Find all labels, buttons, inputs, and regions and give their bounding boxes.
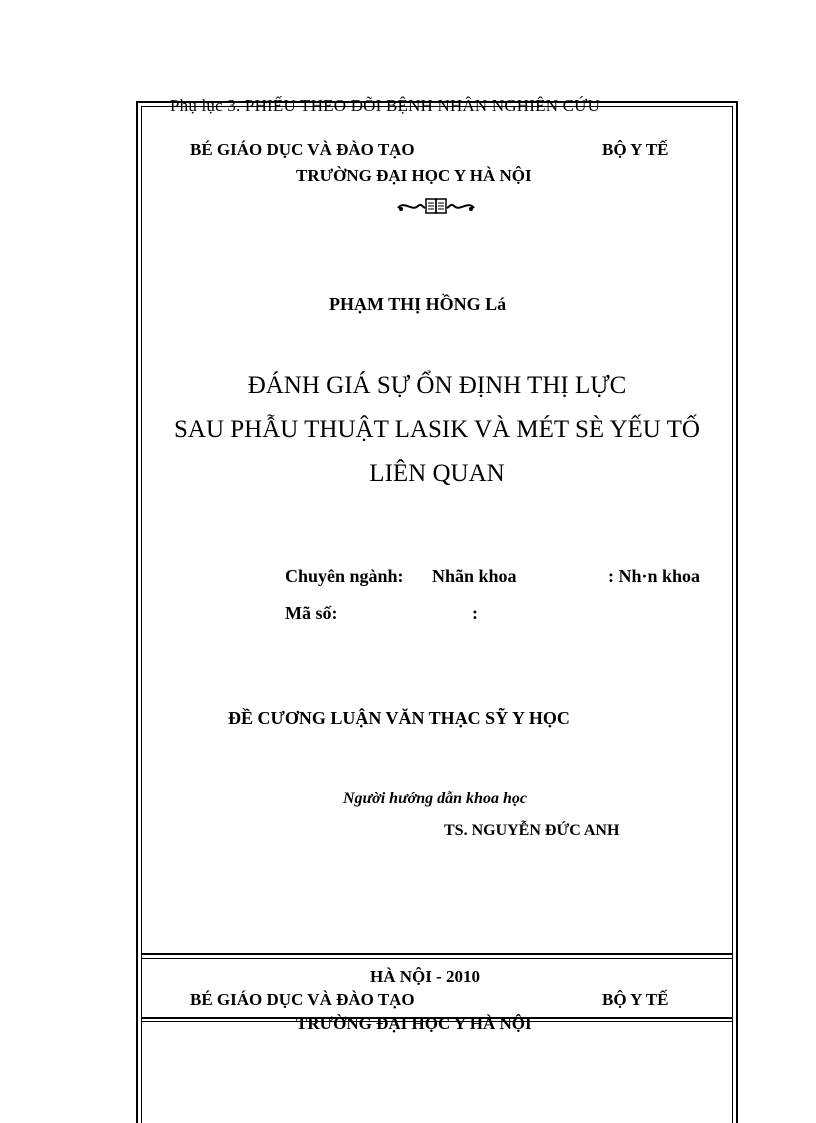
- advisor-name: TS. NGUYỄN ĐỨC ANH: [444, 822, 620, 839]
- specialty-value: Nhãn khoa: [432, 566, 517, 586]
- appendix-header: Phụ lục 3. PHIẾU THEO DÕI BỆNH NHÂN NGHIÊN CỨU: [170, 96, 601, 115]
- separator-1a: [141, 953, 733, 955]
- author-name: PHẠM THỊ HỒNG Lá: [329, 294, 507, 314]
- thesis-type: ĐỀ CƯƠNG LUẬN VĂN THẠC SỸ Y HỌC: [228, 708, 570, 728]
- specialty-extra: : Nh·n khoa: [608, 566, 701, 586]
- university-name: TRƯỜNG ĐẠI HỌC Y HÀ NỘI: [296, 166, 532, 185]
- code-value: :: [472, 603, 478, 623]
- frame-right-inner: [732, 106, 733, 1123]
- frame-right-outer: [736, 101, 738, 1123]
- footer-ministry-right: BỘ Y TẾ: [602, 990, 669, 1009]
- specialty-label: Chuyên ngành:: [285, 566, 404, 586]
- footer-university: TRƯỜNG ĐẠI HỌC Y HÀ NỘI: [296, 1014, 532, 1033]
- place-year: HÀ NỘI - 2010: [370, 967, 481, 986]
- frame-left-outer: [136, 101, 138, 1123]
- advisor-label: Người hướng dẫn khoa học: [343, 790, 527, 807]
- thesis-title-line-1: ĐÁNH GIÁ SỰ ỔN ĐỊNH THỊ LỰC: [247, 372, 627, 399]
- code-label: Mã số:: [285, 603, 338, 623]
- footer-ministry-left: BÉ GIÁO DỤC VÀ ĐÀO TẠO: [190, 990, 415, 1009]
- ornament-book-icon: [396, 196, 476, 216]
- thesis-title-line-3: LIÊN QUAN: [369, 460, 505, 487]
- ministry-right: BỘ Y TẾ: [602, 140, 669, 159]
- frame-left-inner: [141, 106, 142, 1123]
- separator-1b: [141, 958, 733, 959]
- thesis-title-line-2: SAU PHẪU THUẬT LASIK VÀ MÉT SÈ YẾU TỐ: [174, 416, 700, 443]
- ministry-left: BÉ GIÁO DỤC VÀ ĐÀO TẠO: [190, 140, 415, 159]
